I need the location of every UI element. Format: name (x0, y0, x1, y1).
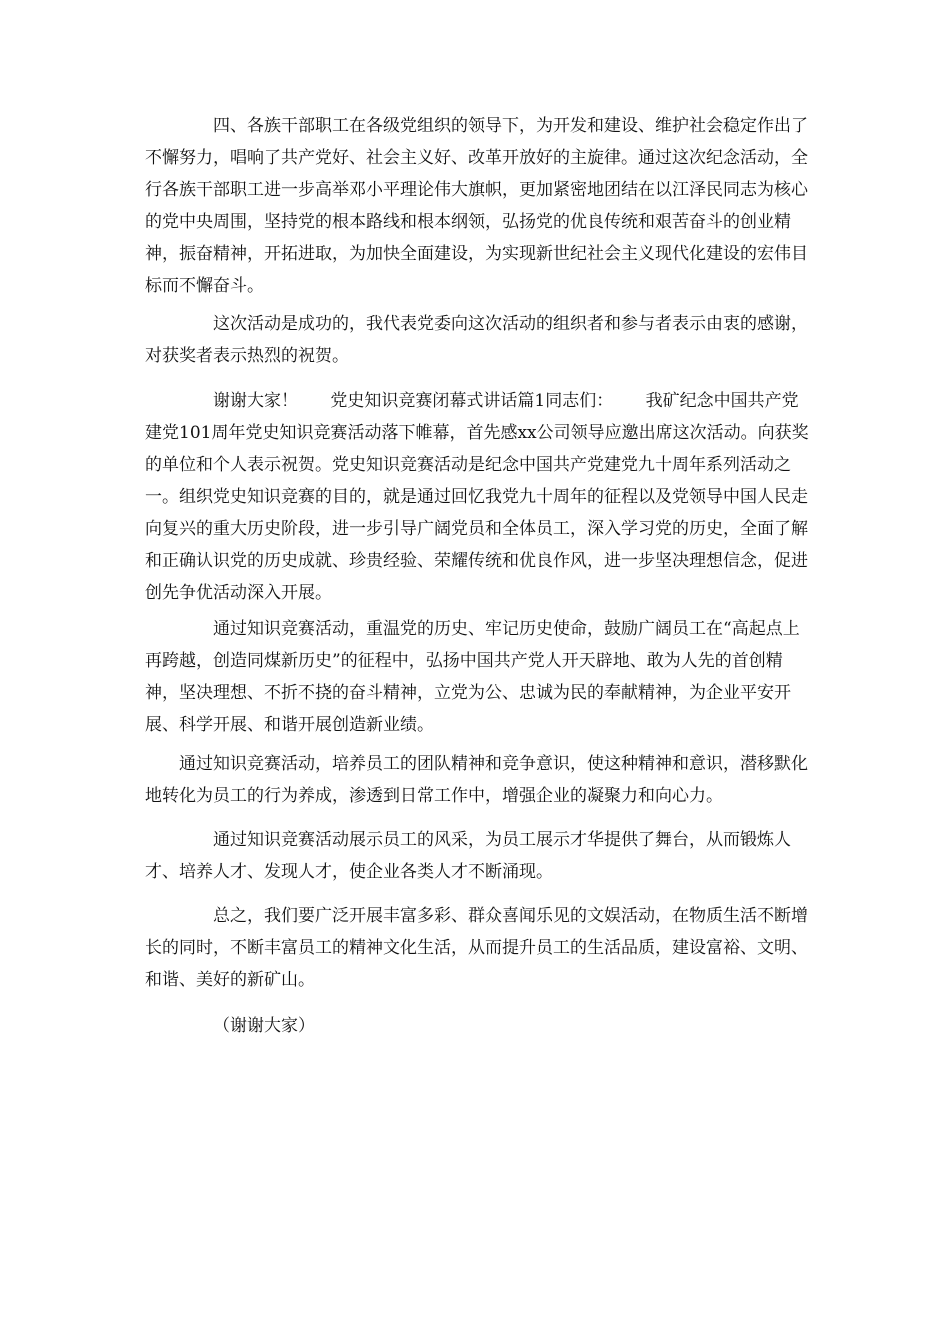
paragraph-thanks-organizers: 这次活动是成功的，我代表党委向这次活动的组织者和参与者表示由衷的感谢，对获奖者表示热烈的祝贺。 (145, 314, 808, 366)
paragraph-team-spirit: 通过知识竞赛活动，培养员工的团队精神和竞争意识，使这种精神和意识，潜移默化地转化为员工的行为养成，渗透到日常工作中，增强企业的凝聚力和向心力。 (145, 754, 808, 806)
paragraph-conclusion: 总之，我们要广泛开展丰富多彩、群众喜闻乐见的文娱活动，在物质生活不断增长的同时，不断丰富员工的精神文化生活，从而提升员工的生活品质，建设富裕、文明、和谐、美好的新矿山。 (145, 906, 808, 990)
paragraph-history-review: 通过知识竞赛活动，重温党的历史、牢记历史使命，鼓励广阔员工在“高起点上再跨越，创造同煤新历史”的征程中，弘扬中国共产党人开天辟地、敢为人先的首创精神，坚决理想、不折不挠的奋斗精神，立党为公、忠诚为民的奉献精神，为企业平安开展、科学开展、和谐开展创造新业绩。 (145, 619, 800, 735)
closing-thanks: （谢谢大家） (213, 1016, 315, 1036)
paragraph-ethnic-cadres: 四、各族干部职工在各级党组织的领导下，为开发和建设、维护社会稳定作出了不懈努力，唱响了共产党好、社会主义好、改革开放好的主旋律。通过这次纪念活动，全行各族干部职工进一步高举邓小平理论伟大旗帜，更加紧密地团结在以江泽民同志为核心的党中央周围，坚持党的根本路线和根本纲领，弘扬党的优良传统和艰苦奋斗的创业精神，振奋精神，开拓进取，为加快全面建设，为实现新世纪社会主义现代化建设的宏伟目标而不懈奋斗。 (145, 116, 808, 296)
paragraph-talent-showcase: 通过知识竞赛活动展示员工的风采，为员工展示才华提供了舞台，从而锻炼人才、培养人才、发现人才，使企业各类人才不断涌现。 (145, 830, 791, 882)
paragraph-closing-speech-intro: 谢谢大家！ 党史知识竞赛闭幕式讲话篇1同志们： 我矿纪念中国共产党建党101周年党史知识竞赛活动落下帷幕，首先感xx公司领导应邀出席这次活动。向获奖的单位和个人表示祝贺。党史知识竞赛活动是纪念中国共产党建党九十周年系列活动之一。组织党史知识竞赛的目的，就是通过回忆我党九十周年的征程以及党领导中国人民走向复兴的重大历史阶段，进一步引导广阔党员和全体员工，深入学习党的历史，全面了解和正确认识党的历史成就、珍贵经验、荣耀传统和优良作风，进一步坚决理想信念，促进创先争优活动深入开展。 (145, 391, 809, 603)
